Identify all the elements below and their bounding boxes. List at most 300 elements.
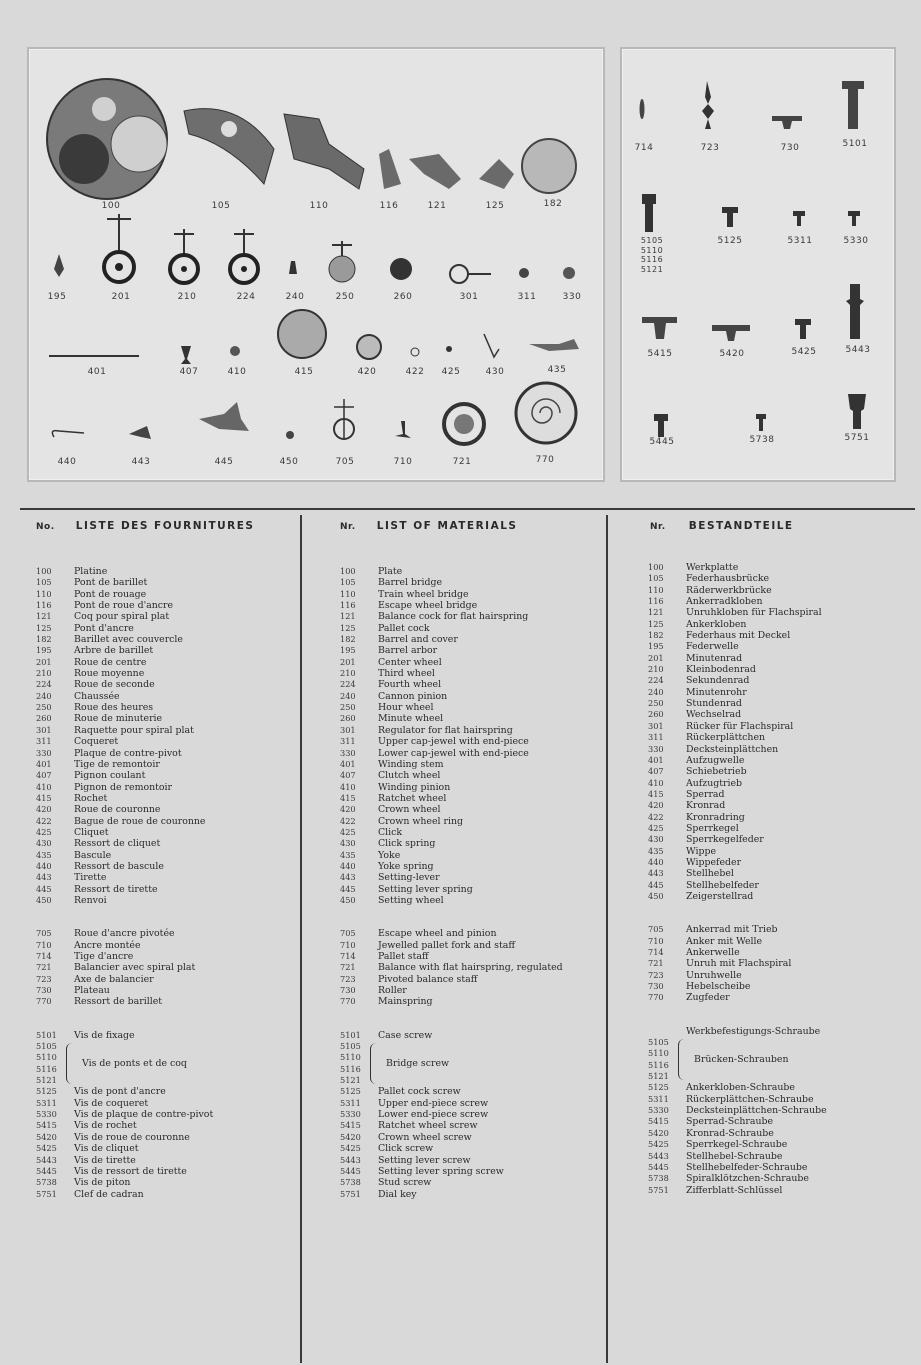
part-description: Ankerwelle (686, 947, 740, 958)
part-number: 440 (340, 860, 356, 871)
list-item (340, 782, 602, 793)
list-item (648, 1185, 910, 1196)
part-number: 5311 (648, 1093, 669, 1104)
part-number: 730 (36, 985, 52, 996)
part-number: 5110 (36, 1052, 57, 1063)
part-description: Sperrad (686, 788, 725, 800)
part-number: 105 (36, 577, 52, 588)
part-number: 330 (648, 743, 664, 754)
list-item (648, 1151, 910, 1162)
list-item (648, 891, 910, 902)
part-description: Vis de pont d'ancre (74, 1086, 166, 1098)
part-description: Räderwerkbrücke (686, 584, 772, 596)
list-item (36, 816, 298, 827)
part-5443 (846, 284, 864, 339)
part-description: Balancier avec spiral plat (74, 962, 196, 974)
part-number: 5121 (36, 1075, 57, 1086)
part-number: 5311 (340, 1097, 361, 1108)
part-description: Zugfeder (686, 992, 730, 1004)
part-description: Federhausbrücke (686, 573, 770, 585)
part-description: Vis de coqueret (74, 1097, 149, 1109)
part-number: 5110 (340, 1052, 361, 1063)
list-item (36, 691, 298, 702)
part-422 (411, 348, 419, 356)
part-description: Minute wheel (378, 713, 444, 725)
part-number: 5445 (36, 1165, 57, 1176)
part-description: Case screw (378, 1029, 433, 1041)
part-number: 125 (648, 618, 664, 629)
part-description: Crown wheel (378, 804, 441, 816)
part-number: 125 (340, 622, 356, 633)
part-description: Third wheel (378, 668, 435, 680)
part-number: 116 (648, 596, 664, 607)
part-label: 721 (452, 457, 472, 467)
list-item (36, 611, 298, 622)
part-number: 5121 (648, 1071, 669, 1082)
list-item (36, 725, 298, 736)
list-item (36, 1189, 298, 1200)
part-number: 121 (36, 611, 52, 622)
part-number: 182 (340, 634, 356, 645)
part-number: 5125 (36, 1086, 57, 1097)
parts-photo-panel (27, 47, 605, 482)
part-number: 5443 (340, 1154, 361, 1165)
part-121 (409, 154, 461, 189)
part-description: Upper cap-jewel with end-piece (378, 736, 529, 748)
part-label: 410 (227, 367, 247, 377)
part-number: 311 (340, 736, 356, 747)
part-description: Pignon coulant (74, 770, 146, 782)
part-5425 (795, 319, 811, 339)
list-item (36, 1132, 298, 1143)
part-description: Pignon de remontoir (74, 781, 173, 793)
part-description: Pallet cock screw (378, 1086, 461, 1098)
list-item (36, 748, 298, 759)
part-number: 401 (648, 754, 664, 765)
list-item (648, 1105, 910, 1116)
part-number: 5116 (340, 1063, 361, 1074)
part-description: Ressort de bascule (74, 860, 164, 872)
part-number: 195 (648, 641, 664, 652)
part-description: Sekundenrad (686, 675, 750, 687)
list-item (648, 981, 910, 992)
list-item (36, 827, 298, 838)
materials-list-de (648, 562, 910, 1196)
part-description: Minutenrad (686, 652, 743, 664)
part-label: 407 (179, 367, 199, 377)
list-item (340, 1098, 602, 1109)
part-number: 5125 (648, 1082, 669, 1093)
part-label: 210 (177, 292, 197, 302)
list-item (36, 1086, 298, 1097)
list-item (648, 823, 910, 834)
part-description: Decksteinplättchen-Schraube (686, 1105, 827, 1117)
part-description: Roue de seconde (74, 679, 155, 691)
column-header-fr (36, 520, 254, 532)
bracket-group (648, 1037, 910, 1082)
part-number: 730 (648, 981, 664, 992)
part-770-mainspring (516, 383, 576, 443)
part-description: Rückerplättchen-Schraube (686, 1093, 814, 1105)
part-311 (519, 268, 529, 278)
part-number: 5101 (36, 1029, 57, 1040)
part-number: 714 (340, 951, 356, 961)
part-number: 311 (36, 736, 52, 747)
list-item (648, 868, 910, 879)
part-label: 425 (441, 367, 461, 377)
list-item (648, 664, 910, 675)
part-number: 450 (648, 890, 664, 901)
list-item (36, 736, 298, 747)
part-label: 5311 (787, 236, 813, 246)
list-item (36, 782, 298, 793)
part-number: 110 (340, 588, 356, 599)
part-number: 260 (340, 713, 356, 724)
part-description: Pallet staff (378, 951, 429, 962)
part-721-balance (444, 404, 484, 444)
part-label: 705 (335, 457, 355, 467)
list-item (340, 611, 602, 622)
part-number: 445 (648, 879, 664, 890)
part-label: 415 (294, 367, 314, 377)
part-number: 770 (36, 996, 52, 1007)
list-item (340, 634, 602, 645)
part-210-third-wheel (170, 229, 198, 283)
part-description: Dial key (378, 1188, 417, 1200)
list-item (648, 653, 910, 664)
part-number: 401 (36, 758, 52, 769)
list-item (36, 895, 298, 906)
list-item (36, 962, 298, 973)
part-description: Barillet avec couvercle (74, 634, 183, 646)
part-301-regulator (450, 265, 491, 283)
part-description: Kronrad (686, 800, 726, 812)
part-description: Vis de ponts et de coq (82, 1057, 187, 1069)
bracket-group (36, 1041, 298, 1086)
list-item (648, 936, 910, 947)
part-description: Brücken-Schrauben (694, 1053, 789, 1065)
part-number: 445 (340, 883, 356, 894)
part-description: Sperrad-Schraube (686, 1116, 774, 1128)
part-description: Upper end-piece screw (378, 1097, 489, 1109)
part-description: Vis de piton (74, 1177, 131, 1189)
part-110-train-bridge (284, 114, 364, 189)
part-number: 410 (36, 781, 52, 792)
part-description: Roue moyenne (74, 668, 145, 680)
list-item (340, 657, 602, 668)
list-item (340, 1109, 602, 1120)
part-description: Crown wheel ring (378, 815, 463, 827)
part-description: Raquette pour spiral plat (74, 724, 194, 736)
part-number: 105 (340, 577, 356, 588)
brace-symbol (678, 1039, 685, 1080)
part-number: 110 (648, 584, 664, 595)
column-header-en (340, 520, 517, 532)
part-number: 721 (648, 958, 664, 969)
part-description: Regulator for flat hairspring (378, 724, 513, 736)
part-number: 410 (340, 781, 356, 792)
part-description: Pont de roue d'ancre (74, 600, 174, 612)
part-number: 5751 (648, 1184, 669, 1195)
part-number: 420 (340, 804, 356, 815)
part-number: 224 (36, 679, 52, 690)
part-description: Bascule (74, 849, 112, 861)
part-description: Clutch wheel (378, 770, 441, 782)
part-number: 301 (36, 724, 52, 735)
part-182-barrel (522, 139, 576, 193)
list-item (340, 668, 602, 679)
part-number: 5105 (648, 1037, 669, 1048)
part-description: Winding stem (378, 758, 444, 770)
part-label: 5425 (791, 347, 817, 357)
list-item (648, 1173, 910, 1184)
part-number: 330 (340, 747, 356, 758)
list-item (648, 880, 910, 891)
part-label: 5738 (749, 435, 775, 445)
part-description: Federwelle (686, 641, 739, 653)
part-description: Rückerplättchen (686, 732, 766, 744)
part-description: Winding pinion (378, 781, 451, 793)
part-description: Kronradring (686, 811, 745, 823)
list-item (648, 596, 910, 607)
list-item (648, 834, 910, 845)
part-description: Roue d'ancre pivotée (74, 928, 175, 940)
part-number: 435 (340, 849, 356, 860)
list-item (36, 577, 298, 588)
part-description: Aufzugtrieb (686, 777, 743, 789)
part-description: Balance with flat hairspring, regulated (378, 962, 563, 974)
part-description: Roue de centre (74, 656, 147, 668)
part-number: 5425 (36, 1143, 57, 1154)
part-number: 210 (340, 668, 356, 679)
list-item (340, 804, 602, 815)
part-number: 714 (36, 951, 52, 961)
part-label: 5420 (719, 349, 745, 359)
part-number: 5445 (648, 1161, 669, 1172)
part-224-fourth-wheel (230, 229, 258, 283)
part-description: Plaque de contre-pivot (74, 747, 182, 759)
part-description: Ratchet wheel (378, 792, 447, 804)
list-item (340, 996, 602, 1007)
list-item (36, 838, 298, 849)
part-description: Roue des heures (74, 702, 154, 714)
part-number: 5105 (36, 1041, 57, 1052)
list-item (340, 940, 602, 951)
part-number: 5420 (648, 1127, 669, 1138)
part-number: 5415 (36, 1120, 57, 1131)
list-item (36, 861, 298, 872)
part-description: Click screw (378, 1143, 434, 1155)
column-title: LISTE DES FOURNITURES (75, 520, 255, 532)
part-710-pallet-fork (395, 421, 411, 438)
part-description: Wippe (686, 845, 717, 857)
list-item (36, 679, 298, 690)
column-no-label: Nr. (650, 522, 666, 532)
part-5420 (712, 325, 750, 341)
list-item (648, 698, 910, 709)
part-description: Minutenrohr (686, 686, 747, 698)
part-description: Mainspring (378, 996, 433, 1008)
part-number: 705 (340, 928, 356, 939)
part-116 (379, 149, 401, 189)
part-number: 301 (648, 720, 664, 731)
part-number: 5311 (36, 1097, 57, 1108)
part-number: 100 (36, 566, 52, 576)
list-item (648, 812, 910, 823)
part-description: Click (378, 826, 403, 838)
part-number: 110 (36, 588, 52, 599)
part-5311 (793, 211, 805, 226)
part-description: Stellhebel (686, 868, 734, 880)
part-5101 (842, 81, 864, 129)
part-description: Stud screw (378, 1177, 432, 1189)
part-number: 195 (36, 645, 52, 656)
list-item (340, 928, 602, 939)
list-item (340, 962, 602, 973)
part-label: 330 (562, 292, 582, 302)
list-item (36, 634, 298, 645)
list-item (36, 713, 298, 724)
list-item (340, 838, 602, 849)
part-description: Ratchet wheel screw (378, 1120, 478, 1132)
part-description: Federhaus mit Deckel (686, 630, 791, 642)
list-item (340, 645, 602, 656)
part-description: Stundenrad (686, 698, 742, 710)
part-number: 415 (648, 788, 664, 799)
column-divider (606, 515, 608, 1363)
part-description: Barrel bridge (378, 577, 442, 589)
list-item (36, 759, 298, 770)
list-item (340, 951, 602, 962)
part-description: Escape wheel bridge (378, 600, 478, 612)
part-440 (52, 431, 84, 437)
part-label: 182 (543, 199, 563, 209)
part-label: 435 (547, 365, 567, 375)
list-item (36, 657, 298, 668)
part-label: 5443 (845, 345, 871, 355)
part-number: 5425 (340, 1143, 361, 1154)
part-description: Aufzugwelle (686, 754, 745, 766)
list-item (340, 816, 602, 827)
part-number: 422 (648, 811, 664, 822)
part-443 (129, 426, 151, 439)
part-number: 311 (648, 732, 664, 743)
materials-list-fr (36, 566, 298, 1200)
part-260-minute-wheel (390, 258, 412, 280)
part-label: 730 (780, 143, 800, 153)
list-item (648, 924, 910, 935)
part-number: 415 (340, 792, 356, 803)
part-number: 100 (648, 562, 664, 572)
part-description: Cliquet (74, 826, 109, 838)
part-number: 710 (340, 939, 356, 950)
part-number: 5420 (340, 1131, 361, 1142)
part-450 (286, 431, 294, 439)
part-label: 5751 (844, 433, 870, 443)
part-number: 240 (648, 686, 664, 697)
part-description: Rochet (74, 792, 108, 804)
part-label: 445 (214, 457, 234, 467)
part-420-crown-wheel (357, 335, 381, 359)
part-number: 5751 (340, 1188, 361, 1199)
list-item (36, 623, 298, 634)
part-number: 705 (36, 928, 52, 939)
list-item (648, 1139, 910, 1150)
part-label: 311 (517, 292, 537, 302)
part-label: 121 (427, 201, 447, 211)
column-title: BESTANDTEILE (688, 520, 794, 532)
list-item (648, 970, 910, 981)
part-description: Setting lever screw (378, 1154, 471, 1166)
part-number: 440 (36, 860, 52, 871)
part-723 (702, 81, 714, 129)
part-description: Zifferblatt-Schlüssel (686, 1184, 783, 1196)
part-105-barrel-bridge (184, 109, 274, 184)
part-250-hour-wheel (329, 241, 355, 282)
part-330 (563, 267, 575, 279)
part-number: 301 (340, 724, 356, 735)
part-description: Kronrad-Schraube (686, 1127, 774, 1139)
part-number: 422 (36, 815, 52, 826)
part-description: Werkbefestigungs-Schraube (686, 1025, 821, 1037)
part-number: 5116 (36, 1063, 57, 1074)
list-item (36, 1155, 298, 1166)
part-description: Sperrkegel-Schraube (686, 1139, 788, 1151)
list-item (648, 641, 910, 652)
part-number: 5330 (648, 1105, 669, 1116)
list-item (36, 872, 298, 883)
part-description: Crown wheel screw (378, 1131, 472, 1143)
part-description: Tige d'ancre (74, 951, 134, 962)
part-714 (640, 99, 645, 119)
list-item (340, 679, 602, 690)
part-description: Pont d'ancre (74, 622, 134, 634)
part-number: 5738 (36, 1177, 57, 1188)
list-item (648, 619, 910, 630)
part-number: 5420 (36, 1131, 57, 1142)
part-number: 415 (36, 792, 52, 803)
part-label: 710 (393, 457, 413, 467)
part-description: Ankerkloben-Schraube (686, 1082, 795, 1094)
materials-list-en (340, 566, 602, 1200)
list-item (36, 951, 298, 962)
part-description: Setting lever spring (378, 883, 473, 895)
part-label: 5101 (842, 139, 868, 149)
part-number: 5415 (648, 1116, 669, 1127)
part-label: 100 (101, 201, 121, 211)
part-430 (484, 334, 499, 357)
part-description: Wechselrad (686, 709, 742, 721)
list-item (648, 992, 910, 1003)
part-number: 420 (36, 804, 52, 815)
part-description: Vis de fixage (74, 1029, 135, 1041)
part-number: 5738 (648, 1173, 669, 1184)
part-description: Roue de minuterie (74, 713, 163, 725)
list-item (648, 573, 910, 584)
part-label: 224 (236, 292, 256, 302)
part-410 (230, 346, 240, 356)
part-description: Ressort de barillet (74, 996, 163, 1008)
part-description: Ressort de tirette (74, 883, 158, 895)
list-item (340, 577, 602, 588)
list-item (648, 562, 910, 573)
part-description: Plate (378, 566, 403, 577)
part-730 (772, 116, 802, 129)
part-label: 5415 (647, 349, 673, 359)
part-description: Bridge screw (386, 1057, 450, 1069)
list-item (648, 947, 910, 958)
part-number: 182 (36, 634, 52, 645)
